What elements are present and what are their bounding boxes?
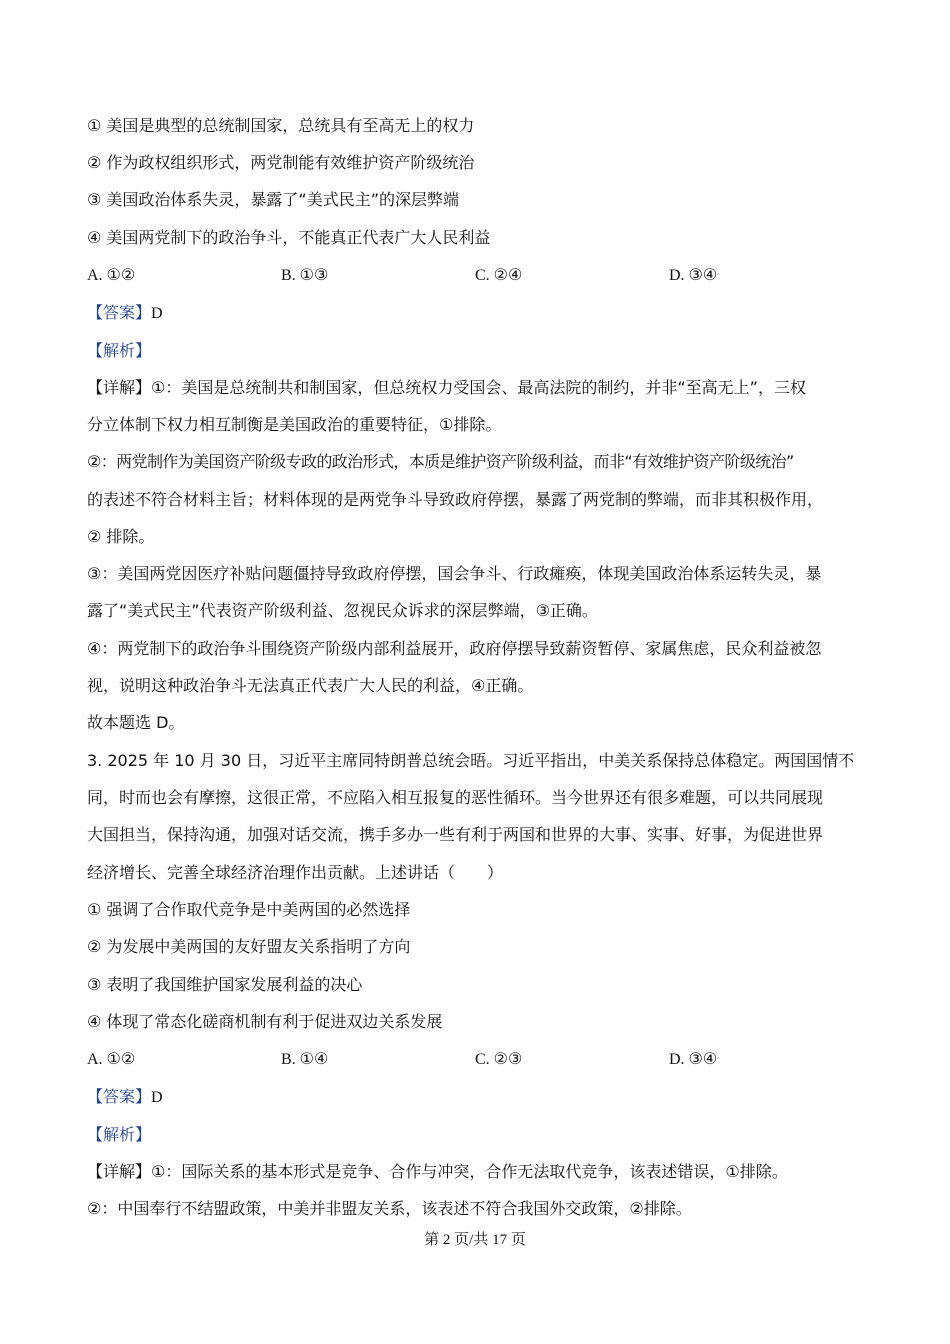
q3-statement-1: ① 强调了合作取代竞争是中美两国的必然选择 [87,900,411,919]
q2-option-b: B. ①③ [281,267,329,284]
page-footer: 第 2 页/共 17 页 [424,1232,526,1248]
q2-detail-line-1 [87,378,806,398]
q3-stem-line-2: 同，时而也会有摩擦，这很正常，不应陷入相互报复的恶性循环。当今世界还有很多难题，可以共同展现 [87,788,824,807]
q2-answer [87,303,163,324]
q2-option-d: D. ③④ [669,267,718,284]
q2-detail-line-4: 的表述不符合材料主旨；材料体现的是两党争斗导致政府停摆，暴露了两党制的弊端，而非其积极作用， [87,490,824,509]
q3-statement-3: ③ 表明了我国维护国家发展利益的决心 [87,975,363,994]
q2-detail-line-2: 分立体制下权力相互制衡是美国政治的重要特征，①排除。 [87,415,502,434]
q3-answer-label: 【答案】 [87,1087,152,1106]
q2-detail-line-5: ② 排除。 [87,527,155,546]
q2-detail-line-9: 视，说明这种政治争斗无法真正代表广大人民的利益，④正确。 [87,676,534,695]
q3-statement-2: ② 为发展中美两国的友好盟友关系指明了方向 [87,937,411,956]
q2-option-a: A. ①② [87,267,136,284]
q2-detail-line-8: ④：两党制下的政治争斗围绕资产阶级内部利益展开，政府停摆导致薪资暂停、家属焦虑，民众利益被忽 [87,639,822,658]
q3-stem-line-1: 3. 2025 年 10 月 30 日，习近平主席同特朗普总统会晤。习近平指出，中美关系保持总体稳定。两国国情不 [87,751,855,770]
q3-option-d: D. ③④ [669,1051,718,1068]
q3-option-a: A. ①② [87,1051,136,1068]
q2-statement-1: ① 美国是典型的总统制国家，总统具有至高无上的权力 [87,116,475,135]
q2-conclusion: 故本题选 D。 [87,713,185,732]
q2-statement-3: ③ 美国政治体系失灵，暴露了“美式民主”的深层弊端 [87,190,460,209]
q3-detail-line-1 [87,1162,788,1182]
q3-analysis-label: 【解析】 [87,1125,152,1144]
q3-detail-line-2: ②：中国奉行不结盟政策，中美并非盟友关系，该表述不符合我国外交政策，②排除。 [87,1199,692,1218]
q2-answer-label: 【答案】 [87,303,152,322]
q3-stem-line-3: 大国担当，保持沟通，加强对话交流，携手多办一些有利于两国和世界的大事、实事、好事，为促进世界 [87,825,824,844]
q2-analysis-label: 【解析】 [87,341,152,360]
q3-option-c: C. ②③ [475,1051,523,1068]
q2-statement-2: ② 作为政权组织形式，两党制能有效维护资产阶级统治 [87,153,475,172]
q3-stem-line-4: 经济增长、完善全球经济治理作出贡献。上述讲话（ ） [87,863,504,882]
q2-detail-line-6: ③：美国两党因医疗补贴问题僵持导致政府停摆，国会争斗、行政瘫痪，体现美国政治体系运转失灵，暴 [87,564,822,583]
q2-statement-4: ④ 美国两党制下的政治争斗，不能真正代表广大人民利益 [87,228,491,247]
q3-detail-label: 【详解】 [87,1162,152,1181]
q3-answer [87,1087,163,1108]
q2-option-c: C. ②④ [475,267,523,284]
q2-answer-value: D [151,305,163,322]
q2-detail-line-7: 露了“美式民主”代表资产阶级利益、忽视民众诉求的深层弊端，③正确。 [87,601,598,620]
q2-detail-line-3: ②：两党制作为美国资产阶级专政的政治形式，本质是维护资产阶级利益，而非“有效维护资产阶级统治” [87,452,794,471]
q3-answer-value: D [151,1089,163,1106]
q2-detail-label: 【详解】 [87,378,152,397]
q3-detail-text-1: ①：国际关系的基本形式是竞争、合作与冲突，合作无法取代竞争，该表述错误，①排除。 [151,1162,788,1181]
q3-option-b: B. ①④ [281,1051,329,1068]
q2-detail-text-1: ①：美国是总统制共和制国家，但总统权力受国会、最高法院的制约，并非“至高无上”，三权 [151,378,806,397]
q3-statement-4: ④ 体现了常态化磋商机制有利于促进双边关系发展 [87,1012,443,1031]
